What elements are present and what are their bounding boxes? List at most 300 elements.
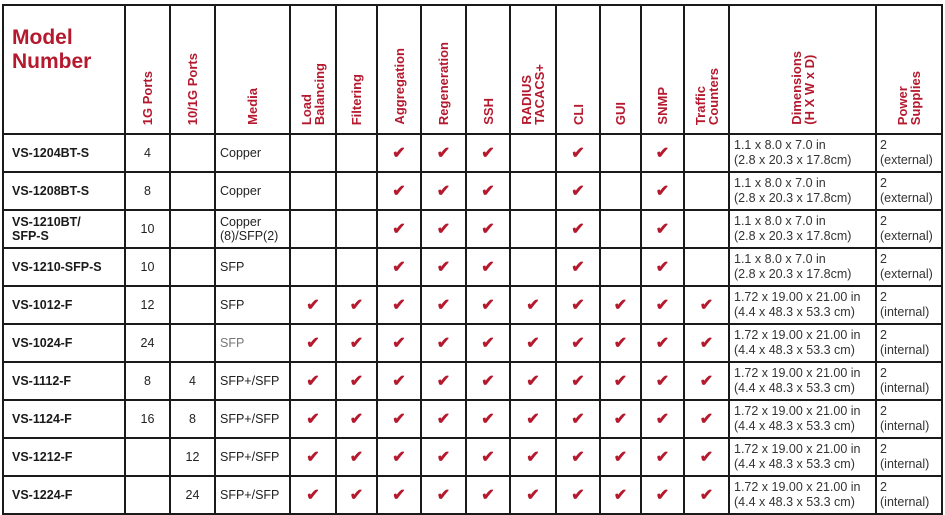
table-row — [3, 286, 942, 324]
10g-ports-cell: 8 — [170, 400, 215, 438]
dimensions-line-2: (4.4 x 48.3 x 53.3 cm) — [734, 419, 855, 433]
header-radius-tacacs-label — [520, 64, 546, 125]
snmp-cell — [641, 400, 684, 438]
ssh-cell — [466, 286, 510, 324]
traffic-counters-cell — [684, 400, 729, 438]
cli-cell — [556, 400, 600, 438]
ssh-cell — [466, 324, 510, 362]
power-supplies-line-1: 2 — [880, 138, 887, 152]
aggregation-cell — [377, 362, 421, 400]
regeneration-cell — [421, 400, 466, 438]
power-supplies-line-1: 2 — [880, 176, 887, 190]
ssh-cell — [466, 134, 510, 172]
checkmark-icon: ✔ — [655, 335, 670, 352]
filtering-cell — [336, 210, 377, 248]
power-supplies-line-1: 2 — [880, 214, 887, 228]
power-supplies-line-1: 2 — [880, 480, 887, 494]
aggregation-cell — [377, 134, 421, 172]
table-row — [3, 362, 942, 400]
10g-ports-cell — [170, 172, 215, 210]
model-number-cell — [3, 438, 125, 476]
table-row — [3, 134, 942, 172]
header-10g-ports — [170, 5, 215, 134]
dimensions-cell — [729, 134, 876, 172]
header-load-balancing — [290, 5, 336, 134]
regeneration-cell — [421, 172, 466, 210]
header-model-line-1: Model — [12, 26, 73, 49]
checkmark-icon: ✔ — [571, 259, 585, 276]
dimensions-line-1: 1.72 x 19.00 x 21.00 in — [734, 404, 861, 418]
header-dimensions — [729, 5, 876, 134]
regeneration-cell — [421, 248, 466, 286]
checkmark-icon: ✔ — [571, 373, 585, 390]
snmp-cell — [641, 438, 684, 476]
checkmark-icon: ✔ — [349, 297, 364, 314]
header-ssh-label: SSH — [480, 98, 496, 125]
checkmark-icon: ✔ — [571, 145, 585, 162]
power-supplies-line-1: 2 — [880, 366, 887, 380]
traffic-counters-cell — [684, 172, 729, 210]
header-traffic-counters-line-1: Traffic — [692, 85, 708, 125]
checkmark-icon: ✔ — [571, 297, 585, 314]
traffic-counters-cell — [684, 476, 729, 514]
model-number-cell — [3, 362, 125, 400]
checkmark-icon: ✔ — [655, 221, 670, 238]
checkmark-icon: ✔ — [655, 183, 670, 200]
header-radius-line-1: RADIUS — [519, 75, 534, 125]
dimensions-line-2: (4.4 x 48.3 x 53.3 cm) — [734, 495, 855, 509]
header-dimensions-line-2: (H X W x D) — [801, 54, 817, 125]
dimensions-cell — [729, 286, 876, 324]
model-number-line-1: VS-1210-SFP-S — [12, 260, 102, 274]
checkmark-icon: ✔ — [655, 411, 670, 428]
radius-cell — [510, 438, 556, 476]
traffic-counters-cell — [684, 286, 729, 324]
load-balancing-cell — [290, 476, 336, 514]
gui-cell — [600, 400, 641, 438]
checkmark-icon: ✔ — [481, 145, 495, 162]
checkmark-icon: ✔ — [392, 183, 406, 200]
header-load-balancing-line-1: Load — [299, 93, 314, 125]
load-balancing-cell — [290, 400, 336, 438]
snmp-cell — [641, 210, 684, 248]
gui-cell — [600, 362, 641, 400]
media-line-1: SFP — [220, 336, 245, 350]
1g-ports-cell: 8 — [125, 172, 170, 210]
header-power-supplies — [876, 5, 942, 134]
header-1g-ports — [125, 5, 170, 134]
checkmark-icon: ✔ — [526, 297, 540, 314]
checkmark-icon: ✔ — [526, 487, 540, 504]
snmp-cell — [641, 248, 684, 286]
header-radius-line-2: TACACS+ — [532, 64, 547, 125]
header-media — [215, 5, 290, 134]
load-balancing-cell — [290, 286, 336, 324]
filtering-cell — [336, 286, 377, 324]
checkmark-icon: ✔ — [436, 373, 451, 390]
checkmark-icon: ✔ — [436, 183, 451, 200]
media-line-1: SFP+/SFP — [220, 488, 280, 502]
checkmark-icon: ✔ — [436, 145, 451, 162]
media-cell — [215, 400, 290, 438]
header-media-label: Media — [245, 88, 260, 125]
model-number-line-1: VS-1124-F — [12, 412, 72, 426]
gui-cell — [600, 248, 641, 286]
snmp-cell — [641, 324, 684, 362]
header-power-supplies-label — [896, 71, 922, 125]
header-load-balancing-label — [300, 63, 326, 125]
header-cli-label: CLI — [570, 104, 586, 125]
model-number-line-1: VS-1012-F — [12, 298, 73, 312]
checkmark-icon: ✔ — [349, 449, 364, 466]
1g-ports-cell — [125, 438, 170, 476]
filtering-cell — [336, 476, 377, 514]
power-supplies-cell — [876, 476, 942, 514]
checkmark-icon: ✔ — [699, 411, 714, 428]
checkmark-icon: ✔ — [655, 487, 670, 504]
checkmark-icon: ✔ — [571, 221, 585, 238]
load-balancing-cell — [290, 248, 336, 286]
media-line-1: SFP+/SFP — [220, 450, 280, 464]
model-number-line-1: VS-1212-F — [12, 450, 73, 464]
filtering-cell — [336, 362, 377, 400]
1g-ports-cell: 10 — [125, 210, 170, 248]
media-line-1: SFP — [220, 260, 245, 274]
header-ssh — [466, 5, 510, 134]
checkmark-icon: ✔ — [436, 411, 451, 428]
header-model-number — [3, 5, 125, 134]
cli-cell — [556, 438, 600, 476]
checkmark-icon: ✔ — [349, 411, 364, 428]
aggregation-cell — [377, 400, 421, 438]
power-supplies-line-1: 2 — [880, 290, 887, 304]
cli-cell — [556, 172, 600, 210]
media-cell — [215, 210, 290, 248]
header-aggregation — [377, 5, 421, 134]
dimensions-cell — [729, 248, 876, 286]
power-supplies-line-2: (external) — [880, 229, 933, 243]
filtering-cell — [336, 438, 377, 476]
power-supplies-cell — [876, 438, 942, 476]
header-row — [3, 5, 942, 134]
media-cell — [215, 248, 290, 286]
10g-ports-cell — [170, 324, 215, 362]
cli-cell — [556, 134, 600, 172]
traffic-counters-cell — [684, 134, 729, 172]
regeneration-cell — [421, 134, 466, 172]
radius-cell — [510, 210, 556, 248]
filtering-cell — [336, 324, 377, 362]
cli-cell — [556, 286, 600, 324]
checkmark-icon: ✔ — [481, 183, 495, 200]
10g-ports-cell: 4 — [170, 362, 215, 400]
power-supplies-line-2: (internal) — [880, 305, 930, 319]
model-number-cell — [3, 476, 125, 514]
1g-ports-cell: 8 — [125, 362, 170, 400]
regeneration-cell — [421, 324, 466, 362]
checkmark-icon: ✔ — [613, 373, 628, 390]
model-number-line-1: VS-1112-F — [12, 374, 72, 388]
power-supplies-cell — [876, 172, 942, 210]
power-supplies-cell — [876, 248, 942, 286]
model-number-line-1: VS-1210BT/ — [12, 215, 81, 229]
ssh-cell — [466, 248, 510, 286]
checkmark-icon: ✔ — [392, 259, 406, 276]
1g-ports-cell: 10 — [125, 248, 170, 286]
power-supplies-cell — [876, 134, 942, 172]
power-supplies-line-2: (external) — [880, 267, 933, 281]
table-row — [3, 210, 942, 248]
checkmark-icon: ✔ — [571, 335, 585, 352]
checkmark-icon: ✔ — [481, 449, 495, 466]
table-row — [3, 248, 942, 286]
checkmark-icon: ✔ — [349, 487, 364, 504]
table-row — [3, 172, 942, 210]
checkmark-icon: ✔ — [481, 335, 495, 352]
dimensions-line-2: (2.8 x 20.3 x 17.8cm) — [734, 153, 852, 167]
checkmark-icon: ✔ — [655, 297, 670, 314]
media-cell — [215, 172, 290, 210]
table-row — [3, 324, 942, 362]
table-body — [3, 134, 942, 514]
power-supplies-cell — [876, 362, 942, 400]
checkmark-icon: ✔ — [526, 411, 540, 428]
power-supplies-cell — [876, 400, 942, 438]
power-supplies-line-2: (internal) — [880, 419, 930, 433]
checkmark-icon: ✔ — [526, 373, 540, 390]
power-supplies-line-1: 2 — [880, 404, 887, 418]
dimensions-line-2: (2.8 x 20.3 x 17.8cm) — [734, 191, 852, 205]
dimensions-cell — [729, 324, 876, 362]
checkmark-icon: ✔ — [481, 259, 495, 276]
model-number-line-1: VS-1204BT-S — [12, 146, 90, 160]
checkmark-icon: ✔ — [571, 449, 585, 466]
header-traffic-counters-line-2: Counters — [705, 67, 721, 125]
ssh-cell — [466, 438, 510, 476]
model-number-line-1: VS-1024-F — [12, 336, 73, 350]
power-supplies-line-1: 2 — [880, 252, 887, 266]
checkmark-icon: ✔ — [481, 411, 495, 428]
load-balancing-cell — [290, 362, 336, 400]
traffic-counters-cell — [684, 248, 729, 286]
1g-ports-cell: 16 — [125, 400, 170, 438]
checkmark-icon: ✔ — [481, 373, 495, 390]
checkmark-icon: ✔ — [481, 487, 495, 504]
power-supplies-line-2: (internal) — [880, 495, 930, 509]
table-row — [3, 476, 942, 514]
snmp-cell — [641, 476, 684, 514]
product-comparison-table — [2, 4, 943, 515]
checkmark-icon: ✔ — [655, 259, 670, 276]
checkmark-icon: ✔ — [392, 335, 406, 352]
checkmark-icon: ✔ — [306, 373, 320, 390]
10g-ports-cell — [170, 248, 215, 286]
aggregation-cell — [377, 286, 421, 324]
cli-cell — [556, 362, 600, 400]
media-line-1: Copper — [220, 146, 261, 160]
media-line-1: SFP+/SFP — [220, 412, 280, 426]
checkmark-icon: ✔ — [306, 297, 320, 314]
header-filtering — [336, 5, 377, 134]
filtering-cell — [336, 248, 377, 286]
ssh-cell — [466, 362, 510, 400]
snmp-cell — [641, 286, 684, 324]
radius-cell — [510, 476, 556, 514]
gui-cell — [600, 438, 641, 476]
10g-ports-cell — [170, 134, 215, 172]
header-power-line-2: Supplies — [908, 70, 923, 125]
checkmark-icon: ✔ — [655, 145, 670, 162]
ssh-cell — [466, 172, 510, 210]
checkmark-icon: ✔ — [436, 259, 451, 276]
1g-ports-cell: 24 — [125, 324, 170, 362]
dimensions-line-2: (4.4 x 48.3 x 53.3 cm) — [734, 343, 855, 357]
power-supplies-line-1: 2 — [880, 442, 887, 456]
radius-cell — [510, 400, 556, 438]
dimensions-line-1: 1.72 x 19.00 x 21.00 in — [734, 328, 861, 342]
header-dimensions-label — [790, 51, 816, 125]
dimensions-line-1: 1.1 x 8.0 x 7.0 in — [734, 176, 826, 190]
aggregation-cell — [377, 438, 421, 476]
header-load-balancing-line-2: Balancing — [312, 62, 327, 125]
checkmark-icon: ✔ — [392, 411, 406, 428]
power-supplies-line-2: (external) — [880, 191, 933, 205]
checkmark-icon: ✔ — [655, 373, 670, 390]
checkmark-icon: ✔ — [526, 335, 540, 352]
checkmark-icon: ✔ — [699, 373, 714, 390]
dimensions-cell — [729, 400, 876, 438]
header-traffic-counters — [684, 5, 729, 134]
header-gui-label: GUI — [613, 101, 628, 125]
10g-ports-cell: 24 — [170, 476, 215, 514]
header-radius-tacacs — [510, 5, 556, 134]
dimensions-line-1: 1.1 x 8.0 x 7.0 in — [734, 252, 826, 266]
gui-cell — [600, 134, 641, 172]
media-line-1: SFP — [220, 298, 245, 312]
dimensions-cell — [729, 362, 876, 400]
model-number-line-2: SFP-S — [12, 229, 49, 243]
aggregation-cell — [377, 476, 421, 514]
1g-ports-cell: 4 — [125, 134, 170, 172]
snmp-cell — [641, 362, 684, 400]
checkmark-icon: ✔ — [306, 449, 320, 466]
checkmark-icon: ✔ — [436, 335, 451, 352]
checkmark-icon: ✔ — [306, 411, 320, 428]
load-balancing-cell — [290, 210, 336, 248]
checkmark-icon: ✔ — [613, 335, 628, 352]
model-number-line-1: VS-1224-F — [12, 488, 73, 502]
header-regeneration-label: Regeneration — [436, 41, 451, 125]
media-line-1: SFP+/SFP — [220, 374, 280, 388]
media-cell — [215, 286, 290, 324]
model-number-line-1: VS-1208BT-S — [12, 184, 90, 198]
header-10g-ports-label: 10/1G Ports — [185, 52, 200, 125]
header-gui — [600, 5, 641, 134]
checkmark-icon: ✔ — [436, 487, 451, 504]
media-cell — [215, 324, 290, 362]
header-dimensions-line-1: Dimensions — [788, 51, 804, 125]
media-line-2: (8)/SFP(2) — [220, 229, 279, 243]
gui-cell — [600, 172, 641, 210]
media-cell — [215, 362, 290, 400]
ssh-cell — [466, 476, 510, 514]
power-supplies-line-2: (internal) — [880, 381, 930, 395]
checkmark-icon: ✔ — [571, 411, 585, 428]
regeneration-cell — [421, 362, 466, 400]
dimensions-line-2: (2.8 x 20.3 x 17.8cm) — [734, 267, 852, 281]
load-balancing-cell — [290, 172, 336, 210]
cli-cell — [556, 210, 600, 248]
header-power-line-1: Power — [895, 85, 910, 125]
radius-cell — [510, 324, 556, 362]
checkmark-icon: ✔ — [526, 449, 540, 466]
checkmark-icon: ✔ — [613, 449, 628, 466]
checkmark-icon: ✔ — [392, 487, 406, 504]
radius-cell — [510, 248, 556, 286]
table-row — [3, 438, 942, 476]
filtering-cell — [336, 134, 377, 172]
dimensions-line-1: 1.1 x 8.0 x 7.0 in — [734, 138, 826, 152]
snmp-cell — [641, 134, 684, 172]
checkmark-icon: ✔ — [481, 297, 495, 314]
model-number-cell — [3, 248, 125, 286]
model-number-cell — [3, 286, 125, 324]
aggregation-cell — [377, 248, 421, 286]
regeneration-cell — [421, 210, 466, 248]
cli-cell — [556, 324, 600, 362]
dimensions-cell — [729, 476, 876, 514]
checkmark-icon: ✔ — [392, 373, 406, 390]
dimensions-line-2: (4.4 x 48.3 x 53.3 cm) — [734, 457, 855, 471]
header-1g-ports-label: 1G Ports — [140, 70, 155, 125]
1g-ports-cell: 12 — [125, 286, 170, 324]
traffic-counters-cell — [684, 438, 729, 476]
1g-ports-cell — [125, 476, 170, 514]
checkmark-icon: ✔ — [571, 487, 585, 504]
radius-cell — [510, 134, 556, 172]
dimensions-line-1: 1.72 x 19.00 x 21.00 in — [734, 290, 861, 304]
dimensions-line-1: 1.72 x 19.00 x 21.00 in — [734, 366, 861, 380]
regeneration-cell — [421, 476, 466, 514]
checkmark-icon: ✔ — [349, 373, 364, 390]
dimensions-line-2: (4.4 x 48.3 x 53.3 cm) — [734, 305, 855, 319]
media-cell — [215, 438, 290, 476]
power-supplies-line-2: (external) — [880, 153, 933, 167]
dimensions-cell — [729, 438, 876, 476]
power-supplies-cell — [876, 324, 942, 362]
model-number-cell — [3, 172, 125, 210]
checkmark-icon: ✔ — [392, 221, 406, 238]
header-traffic-counters-label — [694, 68, 720, 125]
gui-cell — [600, 210, 641, 248]
dimensions-cell — [729, 210, 876, 248]
header-cli — [556, 5, 600, 134]
media-cell — [215, 134, 290, 172]
regeneration-cell — [421, 286, 466, 324]
checkmark-icon: ✔ — [436, 221, 451, 238]
snmp-cell — [641, 172, 684, 210]
load-balancing-cell — [290, 324, 336, 362]
gui-cell — [600, 476, 641, 514]
gui-cell — [600, 324, 641, 362]
dimensions-line-1: 1.1 x 8.0 x 7.0 in — [734, 214, 826, 228]
checkmark-icon: ✔ — [306, 335, 320, 352]
checkmark-icon: ✔ — [655, 449, 670, 466]
power-supplies-line-1: 2 — [880, 328, 887, 342]
dimensions-line-1: 1.72 x 19.00 x 21.00 in — [734, 480, 861, 494]
header-snmp — [641, 5, 684, 134]
checkmark-icon: ✔ — [699, 449, 714, 466]
